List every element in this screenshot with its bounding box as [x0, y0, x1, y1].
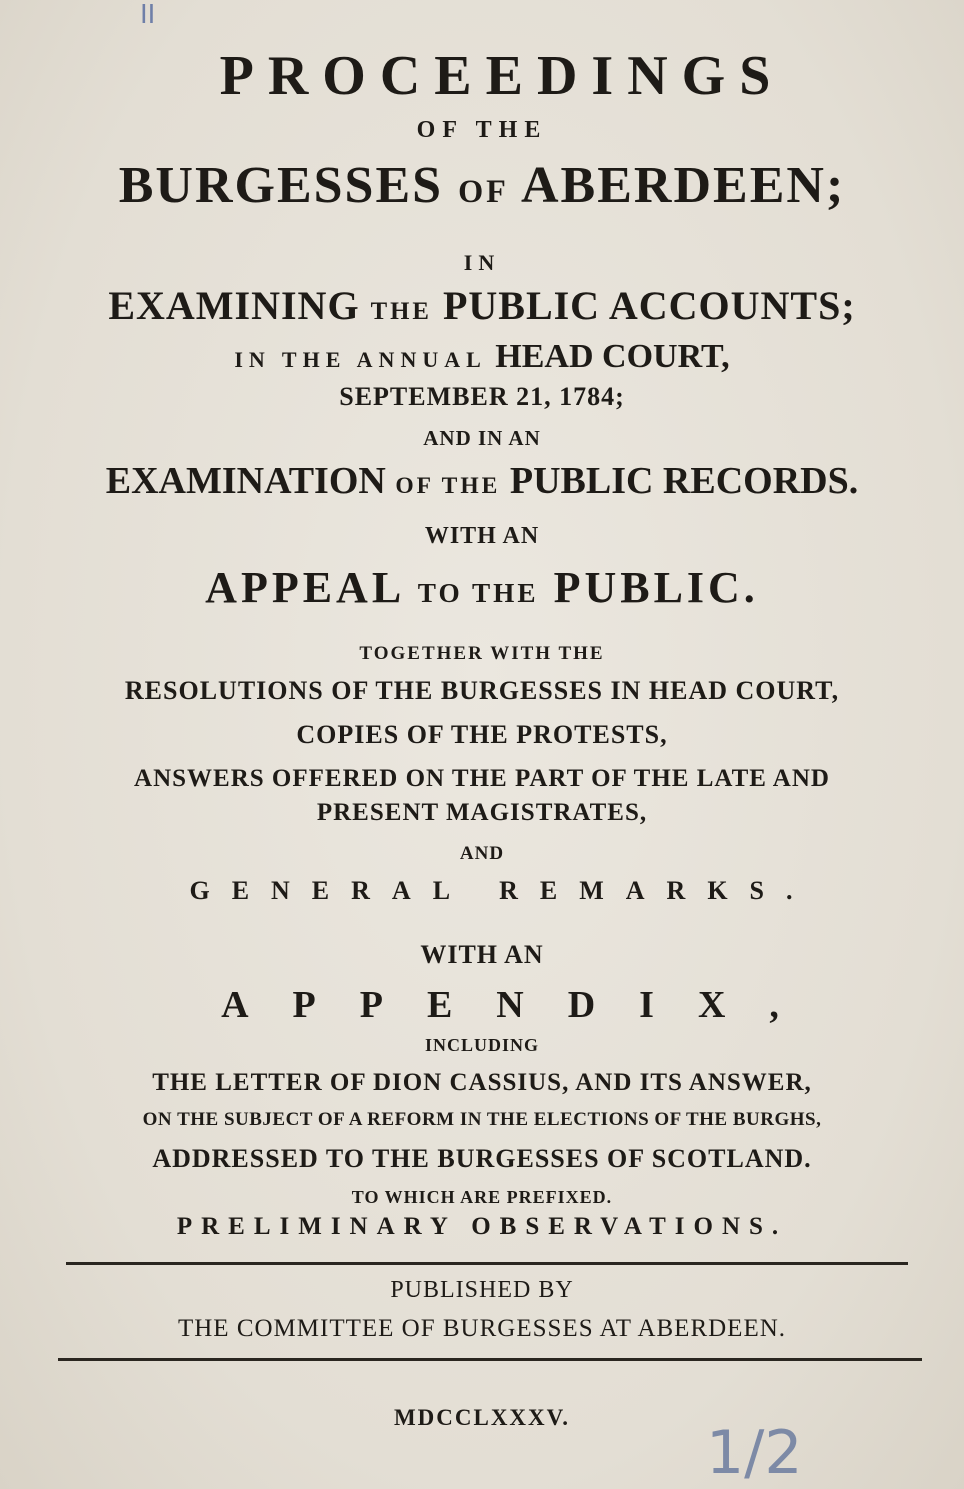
title-date: SEPTEMBER 21, 1784;	[339, 382, 625, 411]
title-of-word: OF	[458, 173, 509, 209]
title-to-the-word: TO THE	[417, 578, 539, 608]
corner-handwritten-mark: II	[140, 0, 156, 30]
title-of-the: OF THE	[416, 117, 548, 143]
title-resolutions: RESOLUTIONS OF THE BURGESSES IN HEAD COURT,	[124, 676, 840, 705]
title-general-remarks: GENERAL REMARKS.	[189, 876, 815, 905]
title-burgesses-word: BURGESSES	[118, 157, 444, 214]
title-in: IN	[463, 250, 501, 275]
title-annual-head-court	[0, 340, 964, 374]
title-with-an-2: WITH AN	[420, 940, 544, 969]
title-answers-offered: ANSWERS OFFERED ON THE PART OF THE LATE AND	[134, 765, 830, 792]
handwritten-number: 1/2	[706, 1418, 803, 1488]
lower-rule	[58, 1358, 922, 1361]
title-public-records-word: PUBLIC RECORDS.	[509, 460, 859, 502]
title-including: INCLUDING	[424, 1035, 539, 1055]
title-examining-word: EXAMINING	[108, 283, 360, 328]
title-examining-accounts	[0, 283, 964, 328]
title-the-word: THE	[370, 298, 432, 325]
title-letter-dion-cassius: THE LETTER OF DION CASSIUS, AND ITS ANSWER,	[152, 1069, 812, 1096]
title-proceedings: PROCEEDINGS	[219, 45, 785, 107]
upper-rule	[66, 1262, 908, 1265]
title-appeal-word: APPEAL	[205, 563, 403, 612]
title-preliminary-observations: PRELIMINARY OBSERVATIONS.	[176, 1213, 788, 1240]
title-appeal-to-public	[0, 563, 964, 612]
title-public-accounts-word: PUBLIC ACCOUNTS;	[442, 283, 856, 328]
title-of-the-word: OF THE	[395, 473, 501, 499]
title-present-magistrates: PRESENT MAGISTRATES,	[316, 799, 648, 826]
title-and-in-an: AND IN AN	[423, 426, 541, 450]
title-public-word: PUBLIC.	[553, 563, 759, 612]
title-together-with: TOGETHER WITH THE	[359, 643, 605, 664]
title-aberdeen-word: ABERDEEN;	[521, 157, 846, 214]
title-copies-protests: COPIES OF THE PROTESTS,	[296, 720, 668, 749]
title-and: AND	[459, 843, 505, 864]
title-addressed-burgesses: ADDRESSED TO THE BURGESSES OF SCOTLAND.	[152, 1144, 812, 1173]
title-prefixed: TO WHICH ARE PREFIXED.	[351, 1187, 613, 1207]
title-in-the-annual: IN THE ANNUAL	[234, 347, 487, 372]
imprint-published-by: PUBLISHED BY	[390, 1277, 574, 1303]
title-burgesses-of-aberdeen	[0, 157, 964, 214]
title-head-court: HEAD COURT,	[495, 338, 730, 375]
imprint-publisher: THE COMMITTEE OF BURGESSES AT ABERDEEN.	[177, 1315, 787, 1342]
title-with-an-1: WITH AN	[424, 523, 540, 549]
imprint-date: MDCCLXXXV.	[393, 1405, 571, 1430]
title-appendix: APPENDIX,	[221, 984, 823, 1026]
title-subject-reform: ON THE SUBJECT OF A REFORM IN THE ELECTIONS OF THE BURGHS,	[142, 1109, 822, 1130]
title-examination-records	[0, 462, 964, 500]
title-examination-word: EXAMINATION	[105, 460, 386, 502]
